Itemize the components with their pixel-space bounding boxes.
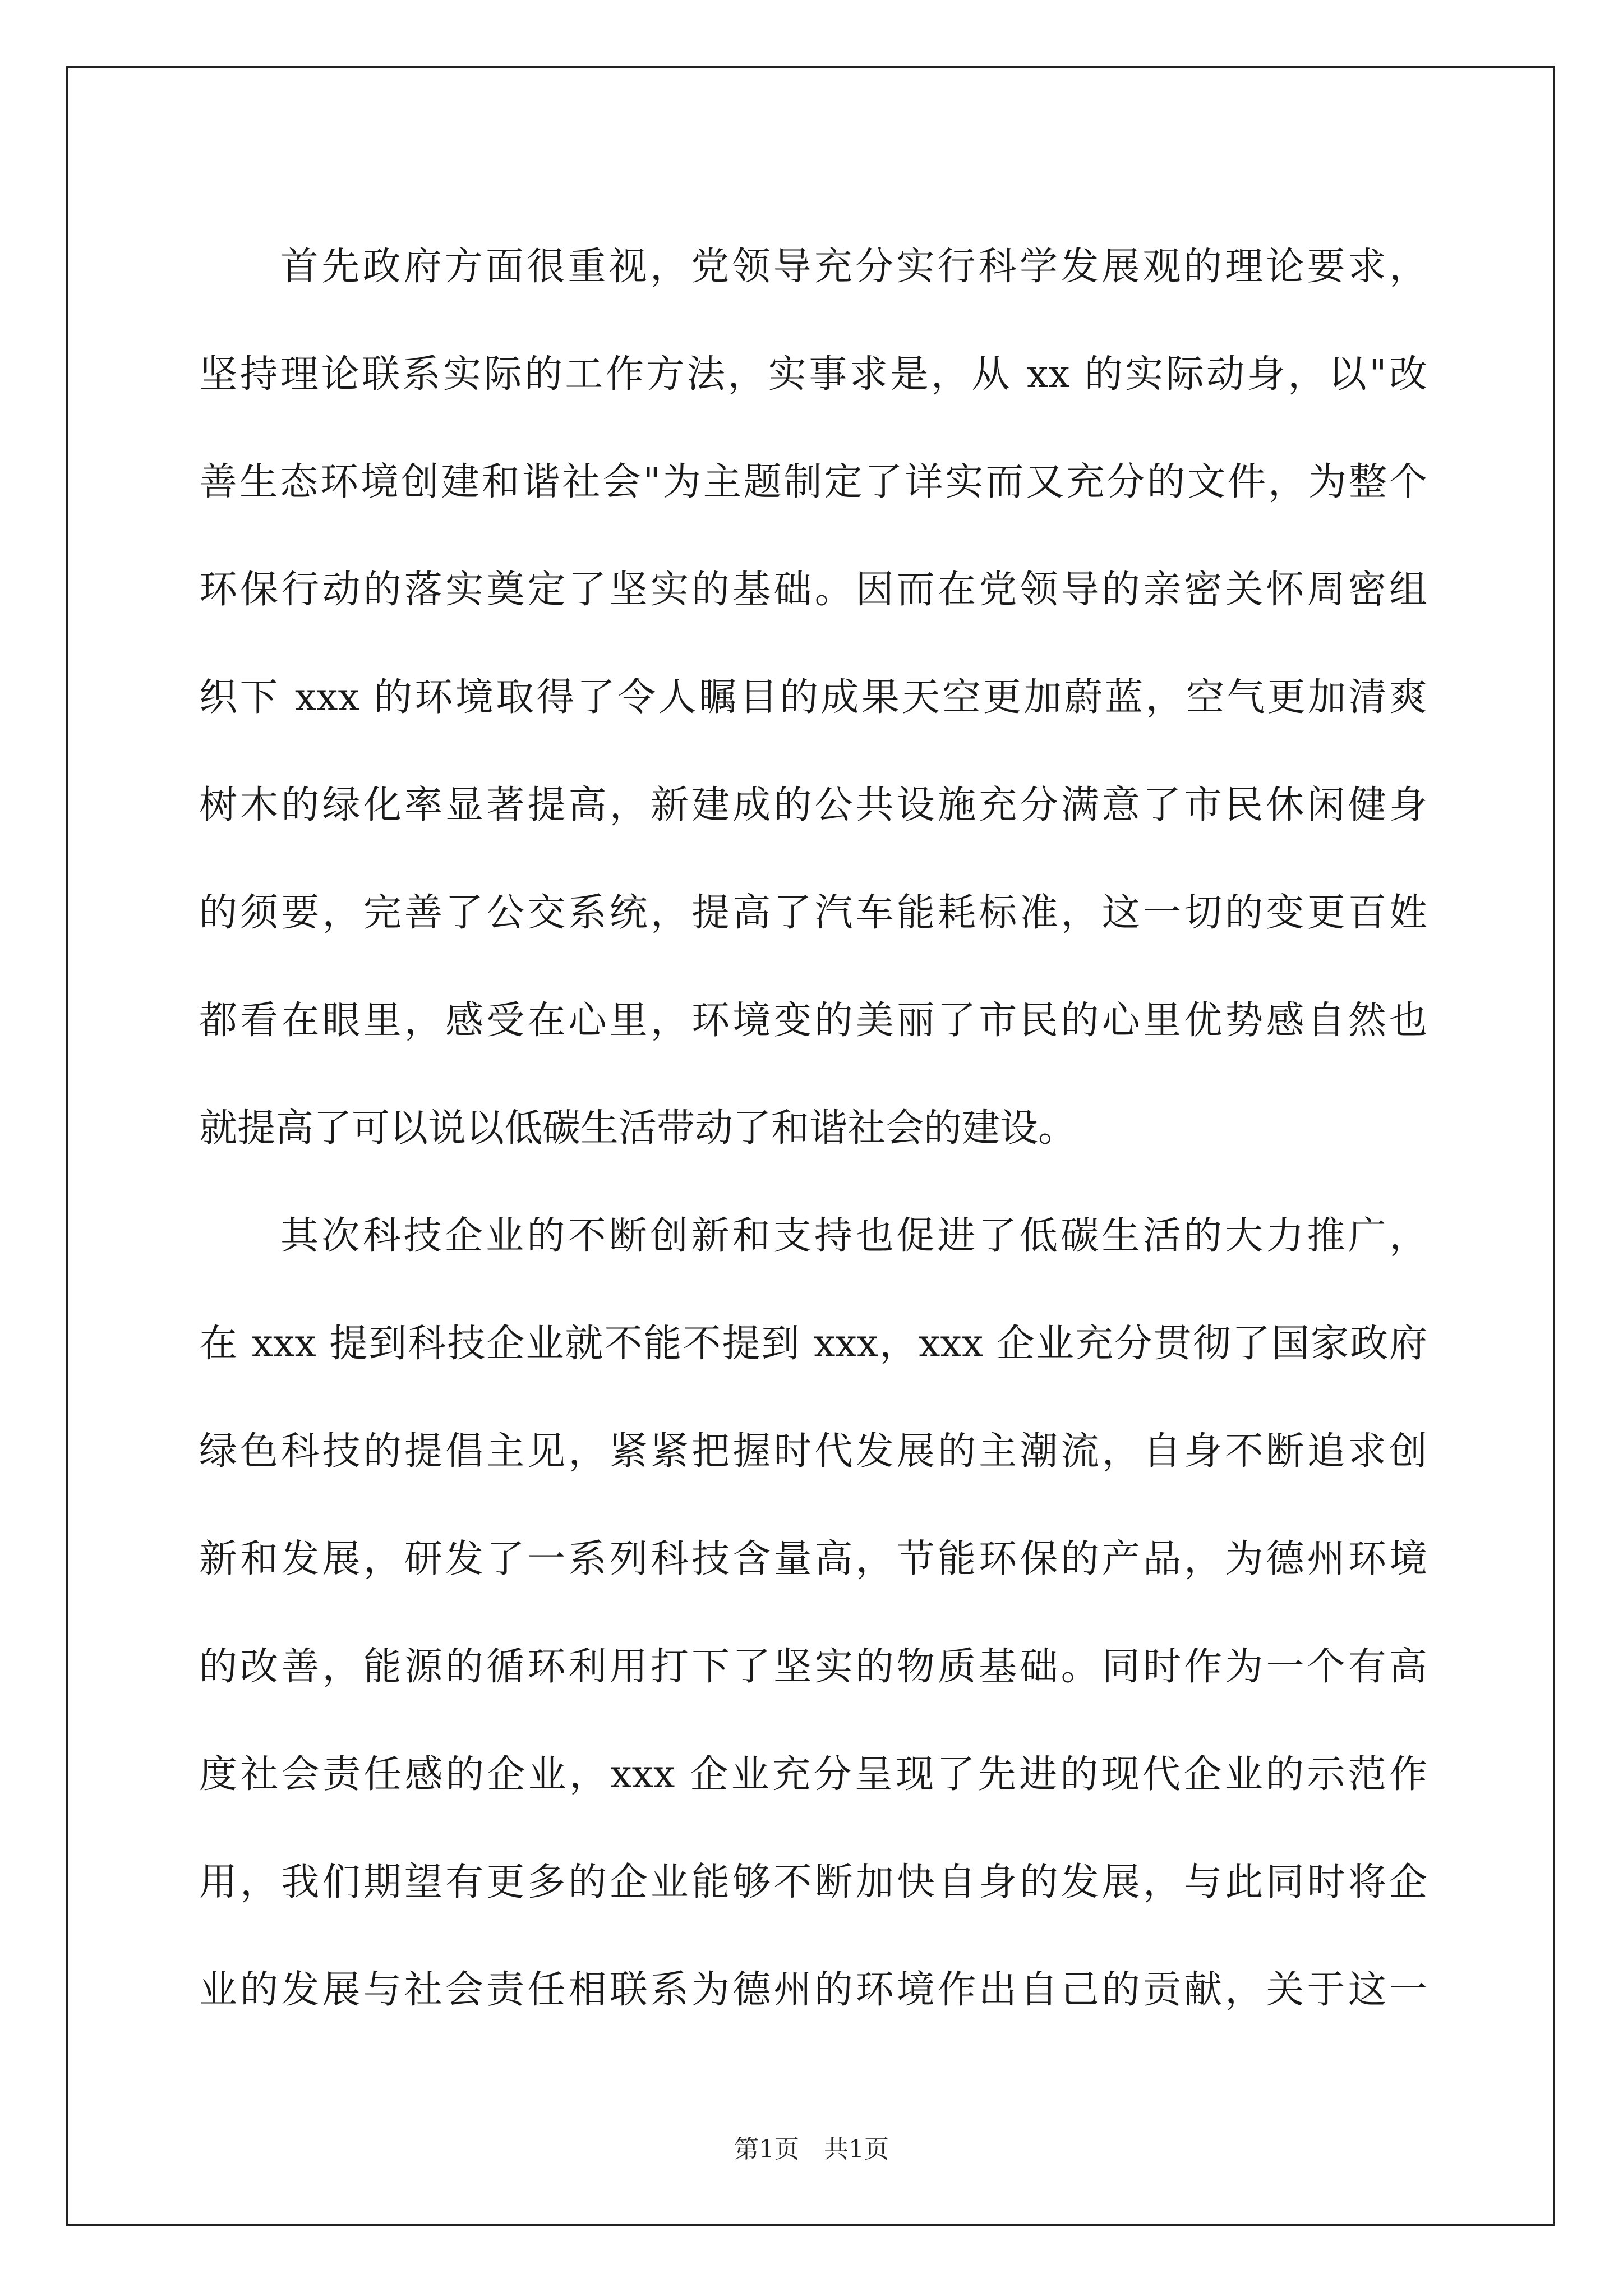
paragraph-1-line-6: 树木的绿化率显著提高，新建成的公共设施充分满意了市民休闲健身 [199,783,1427,827]
paragraph-2-line-1: 其次科技企业的不断创新和支持也促进了低碳生活的大力推广， [280,1214,1427,1258]
page-footer: 第1页 共1页 [734,2135,889,2164]
paragraph-1-line-8: 都看在眼里，感受在心里，环境变的美丽了市民的心里优势感自然也 [199,999,1427,1043]
paragraph-2-line-4: 新和发展，研发了一系列科技含量高，节能环保的产品，为德州环境 [199,1537,1427,1581]
paragraph-1-line-1: 首先政府方面很重视，党领导充分实行科学发展观的理论要求， [280,245,1427,289]
paragraph-2-line-6: 度社会责任感的企业，xxx 企业充分呈现了先进的现代企业的示范作 [199,1752,1427,1797]
paragraph-1-line-2: 坚持理论联系实际的工作方法，实事求是，从 xx 的实际动身，以"改 [199,352,1427,397]
paragraph-1-line-3: 善生态环境创建和谐社会"为主题制定了详实而又充分的文件，为整个 [199,460,1427,504]
paragraph-1-line-4: 环保行动的落实奠定了坚实的基础。因而在党领导的亲密关怀周密组 [199,568,1427,612]
paragraph-2-line-2: 在 xxx 提到科技企业就不能不提到 xxx，xxx 企业充分贯彻了国家政府 [199,1322,1427,1366]
paragraph-1-line-5: 织下 xxx 的环境取得了令人瞩目的成果天空更加蔚蓝，空气更加清爽 [199,675,1427,720]
document-body [199,213,1427,2044]
paragraph-1-line-9: 就提高了可以说以低碳生活带动了和谐社会的建设。 [199,1106,1077,1151]
paragraph-2-line-3: 绿色科技的提倡主见，紧紧把握时代发展的主潮流，自身不断追求创 [199,1429,1427,1474]
paragraph-1-line-7: 的须要，完善了公交系统，提高了汽车能耗标准，这一切的变更百姓 [199,891,1427,935]
paragraph-2-line-7: 用，我们期望有更多的企业能够不断加快自身的发展，与此同时将企 [199,1860,1427,1904]
paragraph-2-line-5: 的改善，能源的循环利用打下了坚实的物质基础。同时作为一个有高 [199,1645,1427,1689]
paragraph-2-line-8: 业的发展与社会责任相联系为德州的环境作出自己的贡献，关于这一 [199,1968,1427,2012]
